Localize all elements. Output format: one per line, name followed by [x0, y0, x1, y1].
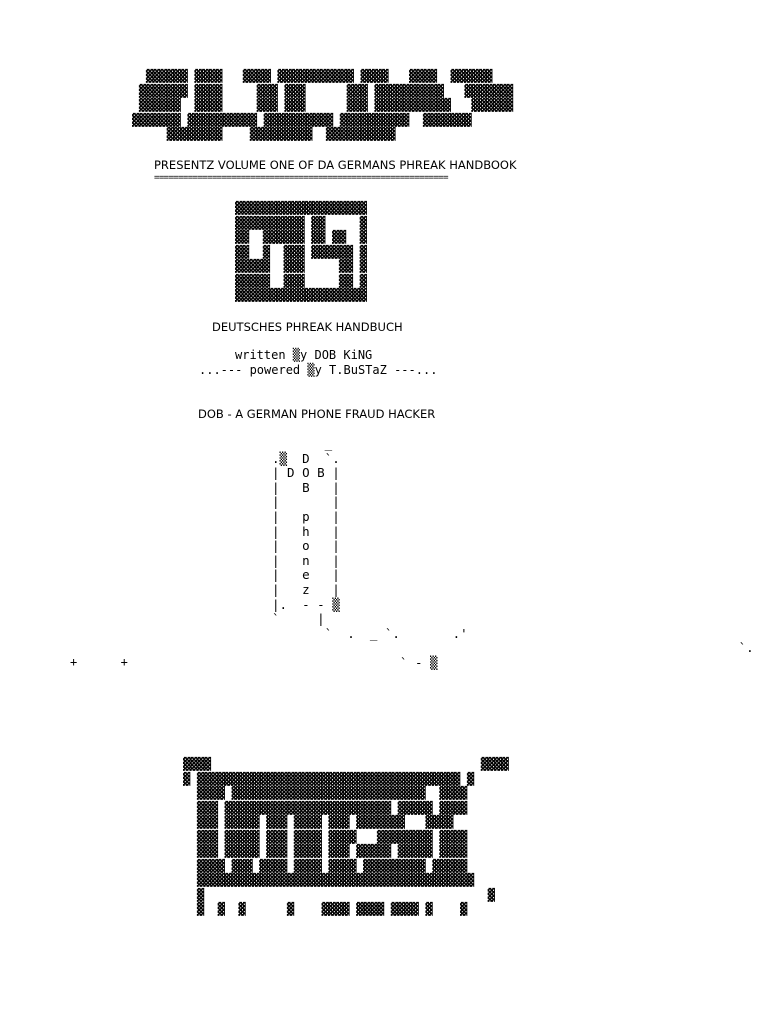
- phone-art-line: | z |: [272, 581, 340, 597]
- plus-marks: + +: [70, 655, 128, 669]
- phone-art-line: _: [272, 436, 333, 451]
- footer-art-line: ▓▓▓ ▓▓▓▓▓ ▓▓▓ ▓▓▓▓ ▓▓▓ ▓▓▓▓▓▓▓ ▓▓▓▓: [183, 815, 454, 829]
- logo-art-line: ▓▓ ▓ ▓▓▓ ▓▓▓▓▓▓ ▓: [235, 244, 367, 259]
- phone-art-line: ` |: [272, 611, 325, 627]
- footer-art-line: ▓ ▓: [183, 887, 495, 902]
- footer-art-line: ▓▓▓▓▓▓▓▓▓▓▓▓▓▓▓▓▓▓▓▓▓▓▓▓▓▓▓▓▓▓▓▓▓▓▓▓▓▓▓▓: [183, 873, 474, 887]
- header-art-line: ▓▓▓▓▓▓ ▓▓▓▓ ▓▓▓ ▓▓▓ ▓▓▓ ▓▓▓▓▓▓▓▓▓▓▓ ▓▓▓▓▓▓: [132, 98, 513, 112]
- footer-art-line: ▓ ▓▓▓▓▓▓▓▓▓▓▓▓▓▓▓▓▓▓▓▓▓▓▓▓▓▓▓▓▓▓▓▓▓▓▓▓▓▓ ▓: [183, 771, 474, 786]
- header-art-line: ▓▓▓▓▓▓ ▓▓▓▓ ▓▓▓▓ ▓▓▓▓▓▓▓▓▓▓▓ ▓▓▓▓ ▓▓▓▓ ▓▓▓▓▓▓: [132, 69, 493, 83]
- logo-art-line: ▓▓▓▓▓▓▓▓▓▓ ▓▓ ▓: [235, 215, 367, 230]
- credits-written: written ▒y DOB KiNG: [235, 348, 373, 362]
- phone-art-line: | B |: [272, 479, 340, 495]
- header-art-line: ▓▓▓▓▓▓▓▓ ▓▓▓▓▓▓▓▓▓ ▓▓▓▓▓▓▓▓▓▓: [132, 127, 396, 141]
- phone-art-line: | D O B |: [272, 465, 340, 481]
- header-ascii-art: [132, 69, 513, 142]
- footer-art-line: ▓▓▓▓ ▓▓▓ ▓▓▓▓ ▓▓▓▓ ▓▓▓▓ ▓▓▓▓▓▓▓▓▓ ▓▓▓▓▓: [183, 858, 467, 873]
- phone-art-line: ` - ▒: [272, 654, 438, 670]
- logo-art-line: ▓▓▓▓▓ ▓▓▓ ▓▓ ▓: [235, 273, 367, 288]
- footer-art-line: ▓▓▓▓ ▓▓▓▓: [183, 757, 509, 771]
- phone-art-line: | e |: [272, 567, 340, 583]
- logo-art-line: ▓▓▓▓▓▓▓▓▓▓▓▓▓▓▓▓▓▓▓: [235, 288, 367, 302]
- phone-art-line: | h |: [272, 523, 340, 539]
- footer-art-line: ▓ ▓ ▓ ▓ ▓▓▓▓ ▓▓▓▓ ▓▓▓▓ ▓ ▓: [183, 902, 467, 916]
- logo-art-line: ▓▓ ▓▓▓▓▓▓ ▓▓ ▓▓ ▓: [235, 230, 367, 244]
- phone-art-line: | |: [272, 494, 340, 510]
- phone-art-line: ` . _ `. .': [272, 625, 468, 641]
- footer-art-line: ▓▓▓▓ ▓▓▓▓▓▓▓▓▓▓▓▓▓▓▓▓▓▓▓▓▓▓▓▓▓▓▓▓ ▓▓▓▓: [183, 786, 467, 800]
- subtitle: DEUTSCHES PHREAK HANDBUCH: [212, 320, 403, 334]
- footer-art-line: ▓▓▓ ▓▓▓▓▓ ▓▓▓ ▓▓▓▓ ▓▓▓▓ ▓▓▓▓▓▓▓▓ ▓▓▓▓: [183, 829, 467, 844]
- credits-powered: ...--- powered ▒y T.BuSTaZ ---...: [199, 363, 438, 377]
- presents-line: PRESENTZ VOLUME ONE OF DA GERMANS PHREAK HANDBOOK: [154, 158, 517, 172]
- phone-art-line: | n |: [272, 552, 340, 568]
- presents-underline: =============================================================: [154, 174, 448, 183]
- phone-ascii-art: [272, 437, 754, 671]
- header-art-line: ▓▓▓▓▓▓▓ ▓▓▓▓ ▓▓▓ ▓▓▓ ▓▓▓ ▓▓▓▓▓▓▓▓▓▓ ▓▓▓▓▓▓▓: [132, 83, 513, 98]
- phone-art-line: | p |: [272, 508, 340, 524]
- phone-art-line: `.: [272, 640, 754, 656]
- footer-art-line: ▓▓▓ ▓▓▓▓▓▓▓▓▓▓▓▓▓▓▓▓▓▓▓▓▓▓▓▓ ▓▓▓▓▓ ▓▓▓▓: [183, 800, 467, 815]
- phone-art-line: .▒ D `.: [272, 450, 340, 466]
- footer-art-line: ▓▓▓ ▓▓▓▓▓ ▓▓▓ ▓▓▓▓ ▓▓▓ ▓▓▓▓▓ ▓▓▓▓▓ ▓▓▓▓: [183, 844, 467, 858]
- phone-art-line: | o |: [272, 538, 340, 554]
- footer-ascii-art: [183, 757, 508, 917]
- tagline: DOB - A GERMAN PHONE FRAUD HACKER: [198, 407, 436, 421]
- logo-ascii-art: [235, 201, 367, 303]
- logo-art-line: ▓▓▓▓▓▓▓▓▓▓▓▓▓▓▓▓▓▓▓: [235, 201, 367, 215]
- logo-art-line: ▓▓▓▓▓ ▓▓▓ ▓▓ ▓: [235, 259, 367, 273]
- header-art-line: ▓▓▓▓▓▓▓ ▓▓▓▓▓▓▓▓▓▓ ▓▓▓▓▓▓▓▓▓▓ ▓▓▓▓▓▓▓▓▓▓ ▓▓▓▓▓▓▓: [132, 112, 472, 127]
- phone-art-line: |. - - ▒: [272, 596, 340, 612]
